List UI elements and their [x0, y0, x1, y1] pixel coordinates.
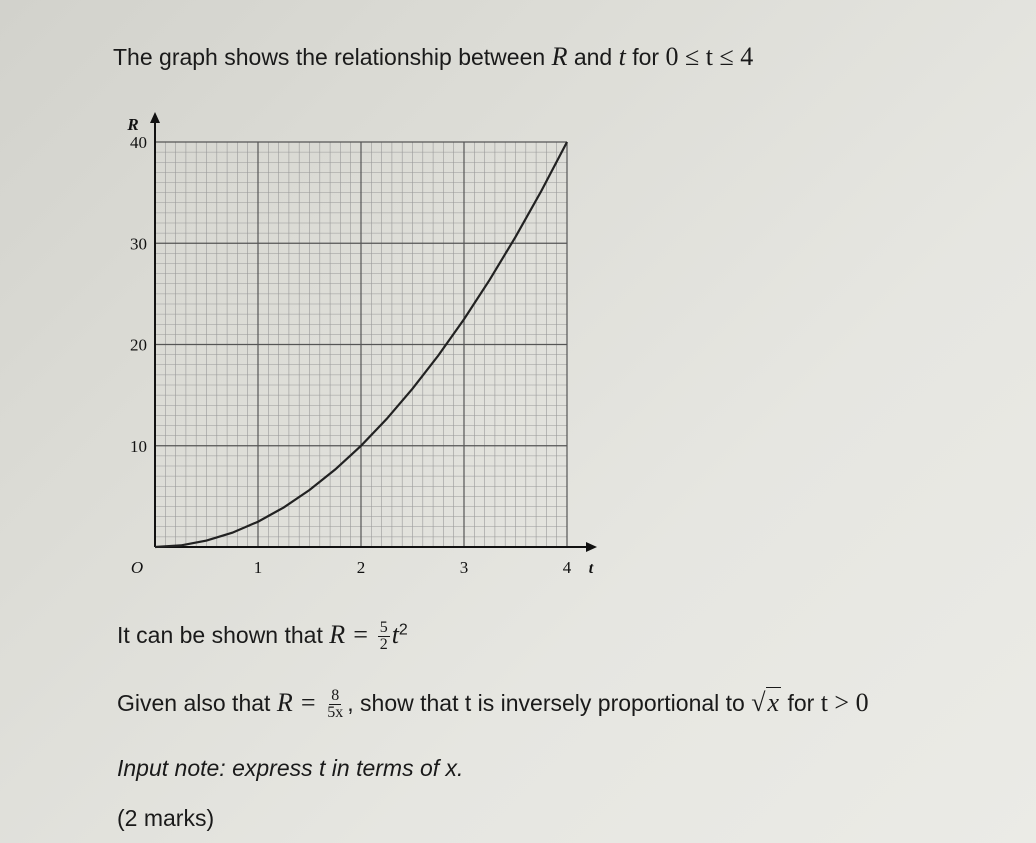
x-tick-label: 3	[459, 558, 469, 577]
x-tick-label: 4	[562, 558, 572, 577]
var-t: t	[618, 42, 626, 71]
var-r: R	[551, 42, 568, 71]
given-lhs: R =	[276, 688, 324, 717]
shown-denominator: 2	[379, 636, 388, 654]
sqrt-argument: x	[767, 688, 780, 717]
input-note: Input note: express t in terms of x.	[117, 755, 464, 781]
shown-prefix: It can be shown that	[117, 622, 330, 648]
given-numerator: 8	[331, 687, 340, 705]
sqrt-expression: √x	[751, 688, 780, 717]
y-tick-label: 10	[130, 436, 147, 456]
x-axis-label: t	[588, 560, 594, 577]
y-axis-arrow	[150, 112, 160, 123]
given-prefix: Given also that	[117, 690, 277, 716]
marks-label: (2 marks)	[117, 805, 215, 831]
x-tick-label: 1	[253, 558, 263, 577]
given-fraction	[325, 688, 345, 721]
shown-fraction	[378, 620, 390, 653]
given-for: for	[781, 690, 821, 716]
given-denominator: 5x	[327, 704, 344, 722]
given-condition: t > 0	[820, 688, 869, 717]
given-suffix: , show that t is inversely proportional to	[347, 690, 752, 716]
intro-range: 0 ≤ t ≤ 4	[665, 42, 754, 71]
question-intro	[113, 42, 753, 72]
intro-prefix: The graph shows the relationship between	[113, 44, 552, 70]
y-tick-label: 20	[130, 335, 147, 355]
shown-exponent: 2	[398, 621, 408, 639]
shown-numerator: 5	[379, 619, 388, 637]
intro-and: and	[567, 44, 619, 70]
x-axis-arrow	[586, 542, 597, 552]
r-vs-t-graph	[100, 95, 610, 585]
intro-for: for	[625, 44, 666, 70]
x-tick-label: 2	[356, 558, 366, 577]
y-tick-label: 30	[130, 234, 147, 254]
shown-t: t	[391, 620, 399, 649]
shown-statement	[117, 620, 408, 653]
shown-lhs: R =	[329, 620, 376, 649]
given-statement	[117, 688, 869, 721]
y-axis-label: R	[127, 115, 139, 134]
y-tick-label: 40	[130, 133, 147, 152]
origin-label: O	[130, 558, 144, 577]
